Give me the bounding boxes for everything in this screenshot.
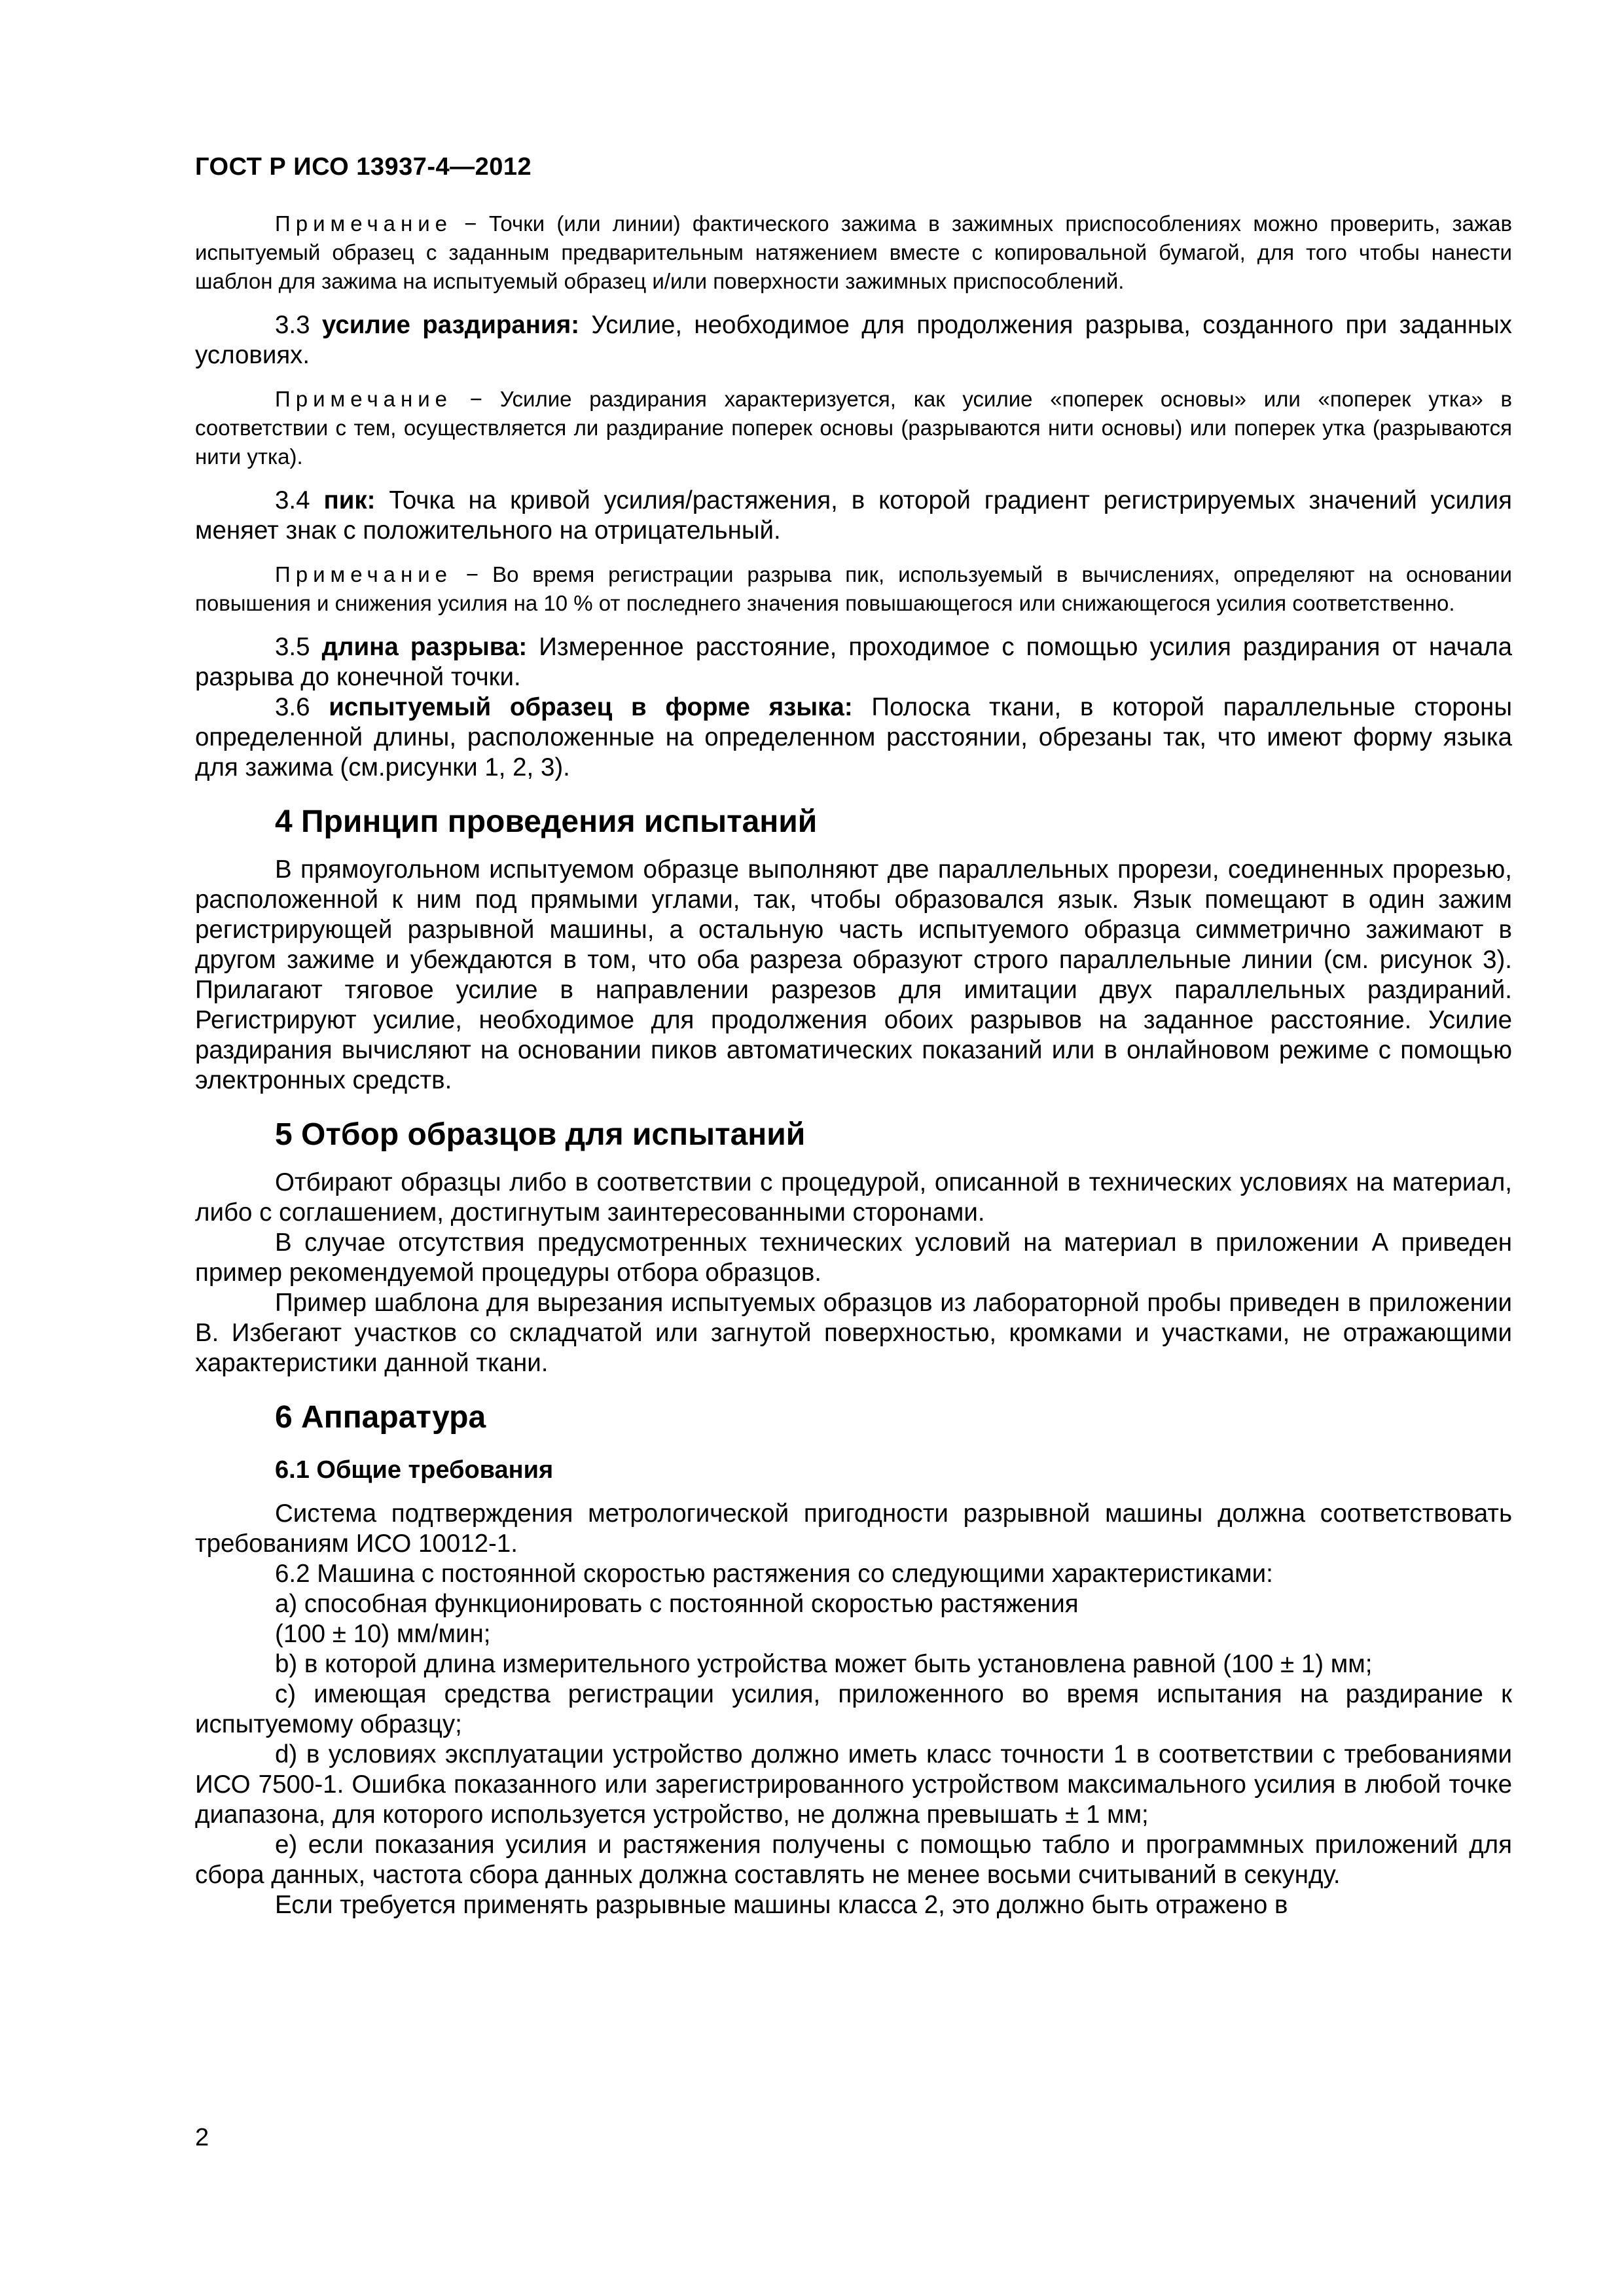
term-3-6: [195, 692, 1512, 783]
section-4-text: В прямоугольном испытуемом образце выполняют две параллельных прорези, соединенных прорезью, расположенной к ним под прямыми углами, так, чтобы образовался язык. Язык помещают в один зажим регистрирующей разрывной машины, а остальную часть испытуемого образца симметрично зажимают в другом зажиме и убеждаются в том, что оба разреза образуют строго параллельные линии (см. рисунок 3). Прилагают тяговое усилие в направлении разрезов для имитации двух параллельных раздираний. Регистрируют усилие, необходимое для продолжения обоих разрывов на заданное расстояние. Усилие раздирания вычисляют на основании пиков автоматических показаний или в онлайновом режиме с помощью электронных средств.: [195, 855, 1512, 1094]
term-name: длина разрыва:: [321, 633, 528, 661]
list-item-e: е) если показания усилия и растяжения получены с помощью табло и программных приложений для сбора данных, частота сбора данных должна составлять не менее восьми считываний в секунду.: [195, 1831, 1512, 1889]
note-2: [195, 385, 1512, 471]
term-name: пик:: [323, 486, 376, 514]
term-definition: Измеренное расстояние, проходимое с помощью усилия раздирания от начала разрыва до конечной точки.: [195, 633, 1512, 691]
term-definition: Точка на кривой усилия/растяжения, в которой градиент регистрируемых значений усилия меняет знак с положительного на отрицательный.: [195, 486, 1513, 545]
note-label: Примечание: [275, 387, 453, 411]
list-item-c: с) имеющая средства регистрации усилия, приложенного во время испытания на раздирание к испытуемому образцу;: [195, 1680, 1512, 1738]
term-definition: Усилие, необходимое для продолжения разрыва, созданного при заданных условиях.: [195, 311, 1512, 369]
section-4-heading: 4 Принцип проведения испытаний: [275, 804, 818, 839]
note-text: − Усилие раздирания характеризуется, как усилие «поперек основы» или «поперек утка» в соответствии с тем, осуществляется ли раздирание поперек основы (разрываются нити основы) или поперек утка (разрываются нити утка).: [195, 387, 1512, 469]
note-text: − Во время регистрации разрыва пик, используемый в вычислениях, определяют на основании повышения и снижения усилия на 10 % от последнего значения повышающегося или снижающегося усилия соответственно.: [195, 562, 1512, 615]
list-item-d: d) в условиях эксплуатации устройство должно иметь класс точности 1 в соответствии с требованиями ИСО 7500-1. Ошибка показанного или зарегистрированного устройством максимального усилия в любой точке диапазона, для которого используется устройство, не должна превышать ± 1 мм;: [195, 1740, 1512, 1829]
note-1: [195, 209, 1512, 296]
note-3: [195, 560, 1512, 618]
section-5-paragraph: В случае отсутствия предусмотренных технических условий на материал в приложении А приведен пример рекомендуемой процедуры отбора образцов.: [195, 1229, 1512, 1287]
last-paragraph: Если требуется применять разрывные машины класса 2, это должно быть отражено в: [275, 1891, 1288, 1919]
item-6-2: 6.2 Машина с постоянной скоростью растяжения со следующими характеристиками:: [275, 1560, 1273, 1588]
term-number: 3.3: [275, 311, 322, 339]
section-5-paragraph: Пример шаблона для вырезания испытуемых образцов из лабораторной пробы приведен в приложении В. Избегают участков со складчатой или загнутой поверхностью, кромками и участками, не отражающими характеристики данной ткани.: [195, 1289, 1512, 1377]
note-label: Примечание: [275, 211, 453, 236]
note-label: Примечание: [275, 562, 453, 586]
page-number: 2: [195, 2124, 209, 2151]
section-5-paragraph: Отбирают образцы либо в соответствии с процедурой, описанной в технических условиях на материал, либо с соглашением, достигнутым заинтересованными сторонами.: [195, 1168, 1512, 1227]
subsection-6-1-heading: 6.1 Общие требования: [275, 1456, 554, 1484]
term-3-5: [195, 632, 1512, 692]
section-6-heading: 6 Аппаратура: [275, 1400, 486, 1435]
term-definition: Полоска ткани, в которой параллельные стороны определенной длины, расположенные на определенном расстоянии, обрезаны так, что имеют форму языка для зажима (см.рисунки 1, 2, 3).: [195, 693, 1512, 781]
term-number: 3.6: [275, 693, 329, 721]
list-item-a: а) способная функционировать с постоянной скоростью растяжения: [275, 1590, 1079, 1618]
section-5-heading: 5 Отбор образцов для испытаний: [275, 1117, 806, 1152]
list-item-a-cont: (100 ± 10) мм/мин;: [275, 1620, 491, 1648]
term-number: 3.4: [275, 486, 324, 514]
term-name: усилие раздирания:: [321, 311, 580, 339]
term-3-3: [195, 310, 1512, 370]
note-text: − Точки (или линии) фактического зажима в зажимных приспособлениях можно проверить, зажав испытуемый образец с заданным предварительным натяжением вместе с копировальной бумагой, для того чтобы нанести шаблон для зажима на испытуемый образец и/или поверхности зажимных приспособлений.: [195, 211, 1512, 293]
document-header: ГОСТ Р ИСО 13937-4—2012: [195, 153, 532, 181]
term-3-4: [195, 486, 1512, 546]
document-body: [195, 209, 1512, 1920]
subsection-6-1-text: Система подтверждения метрологической пригодности разрывной машины должна соответствовать требованиям ИСО 10012-1.: [195, 1499, 1512, 1558]
term-number: 3.5: [275, 633, 322, 661]
list-item-b: b) в которой длина измерительного устройства может быть установлена равной (100 ± 1) мм;: [275, 1650, 1373, 1678]
term-name: испытуемый образец в форме языка:: [329, 693, 853, 721]
